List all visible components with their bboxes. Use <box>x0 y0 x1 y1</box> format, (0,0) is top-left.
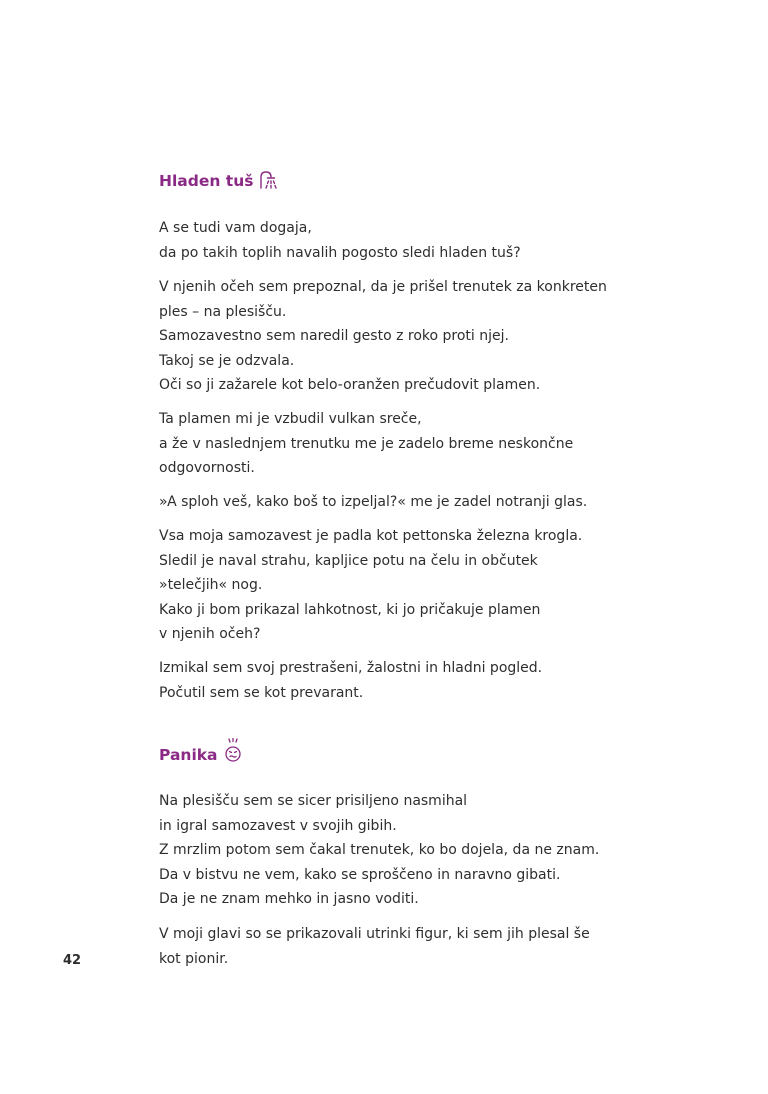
paragraph <box>159 656 639 705</box>
paragraph <box>159 922 639 971</box>
paragraph <box>159 524 639 647</box>
text-line: Da v bistvu ne vem, kako se sproščeno in naravno gibati. <box>159 866 561 883</box>
shower-icon <box>259 170 279 190</box>
section-title: Hladen tuš <box>159 172 254 190</box>
section-heading-hladen-tus <box>159 170 279 190</box>
text-line: da po takih toplih navalih pogosto sledi hladen tuš? <box>159 244 521 261</box>
text-line: a že v naslednjem trenutku me je zadelo breme neskončne <box>159 435 574 452</box>
text-line: kot pionir. <box>159 950 229 967</box>
text-line: V njenih očeh sem prepoznal, da je prišel trenutek za konkreten <box>159 279 607 295</box>
text-line: ples – na plesišču. <box>159 303 287 320</box>
text-line: Kako ji bom prikazal lahkotnost, ki jo pričakuje plamen <box>159 601 541 618</box>
text-line: in igral samozavest v svojih gibih. <box>159 817 397 834</box>
text-line: Takoj se je odzvala. <box>159 352 295 369</box>
paragraph <box>159 216 639 265</box>
text-line: Izmikal sem svoj prestrašeni, žalostni in hladni pogled. <box>159 660 543 676</box>
text-line: A se tudi vam dogaja, <box>159 220 312 236</box>
text-line: Da je ne znam mehko in jasno voditi. <box>159 891 419 907</box>
section-heading-panika <box>159 738 242 764</box>
text-line: »A sploh veš, kako boš to izpeljal?« me je zadel notranji glas. <box>159 494 588 510</box>
page-number: 42 <box>63 953 82 968</box>
text-line: Počutil sem se kot prevarant. <box>159 684 364 701</box>
text-line: Sledil je naval strahu, kapljice potu na čelu in občutek <box>159 552 538 569</box>
paragraph <box>159 407 639 481</box>
paragraph <box>159 789 639 912</box>
text-line: v njenih očeh? <box>159 626 261 642</box>
section-title: Panika <box>159 746 218 764</box>
paragraph <box>159 490 639 515</box>
text-line: Samozavestno sem naredil gesto z roko proti njej. <box>159 328 509 344</box>
text-line: odgovornosti. <box>159 460 255 476</box>
text-line: »telečjih« nog. <box>159 577 263 593</box>
panic-face-icon <box>224 738 242 764</box>
text-line: Na plesišču sem se sicer prisiljeno nasmihal <box>159 793 468 809</box>
text-line: Z mrzlim potom sem čakal trenutek, ko bo dojela, da ne znam. <box>159 842 600 858</box>
text-line: V moji glavi so se prikazovali utrinki figur, ki sem jih plesal še <box>159 926 590 942</box>
text-line: Vsa moja samozavest je padla kot pettonska železna krogla. <box>159 528 583 544</box>
text-line: Ta plamen mi je vzbudil vulkan sreče, <box>159 411 422 427</box>
paragraph <box>159 275 639 398</box>
text-line: Oči so ji zažarele kot belo-oranžen prečudovit plamen. <box>159 377 541 393</box>
